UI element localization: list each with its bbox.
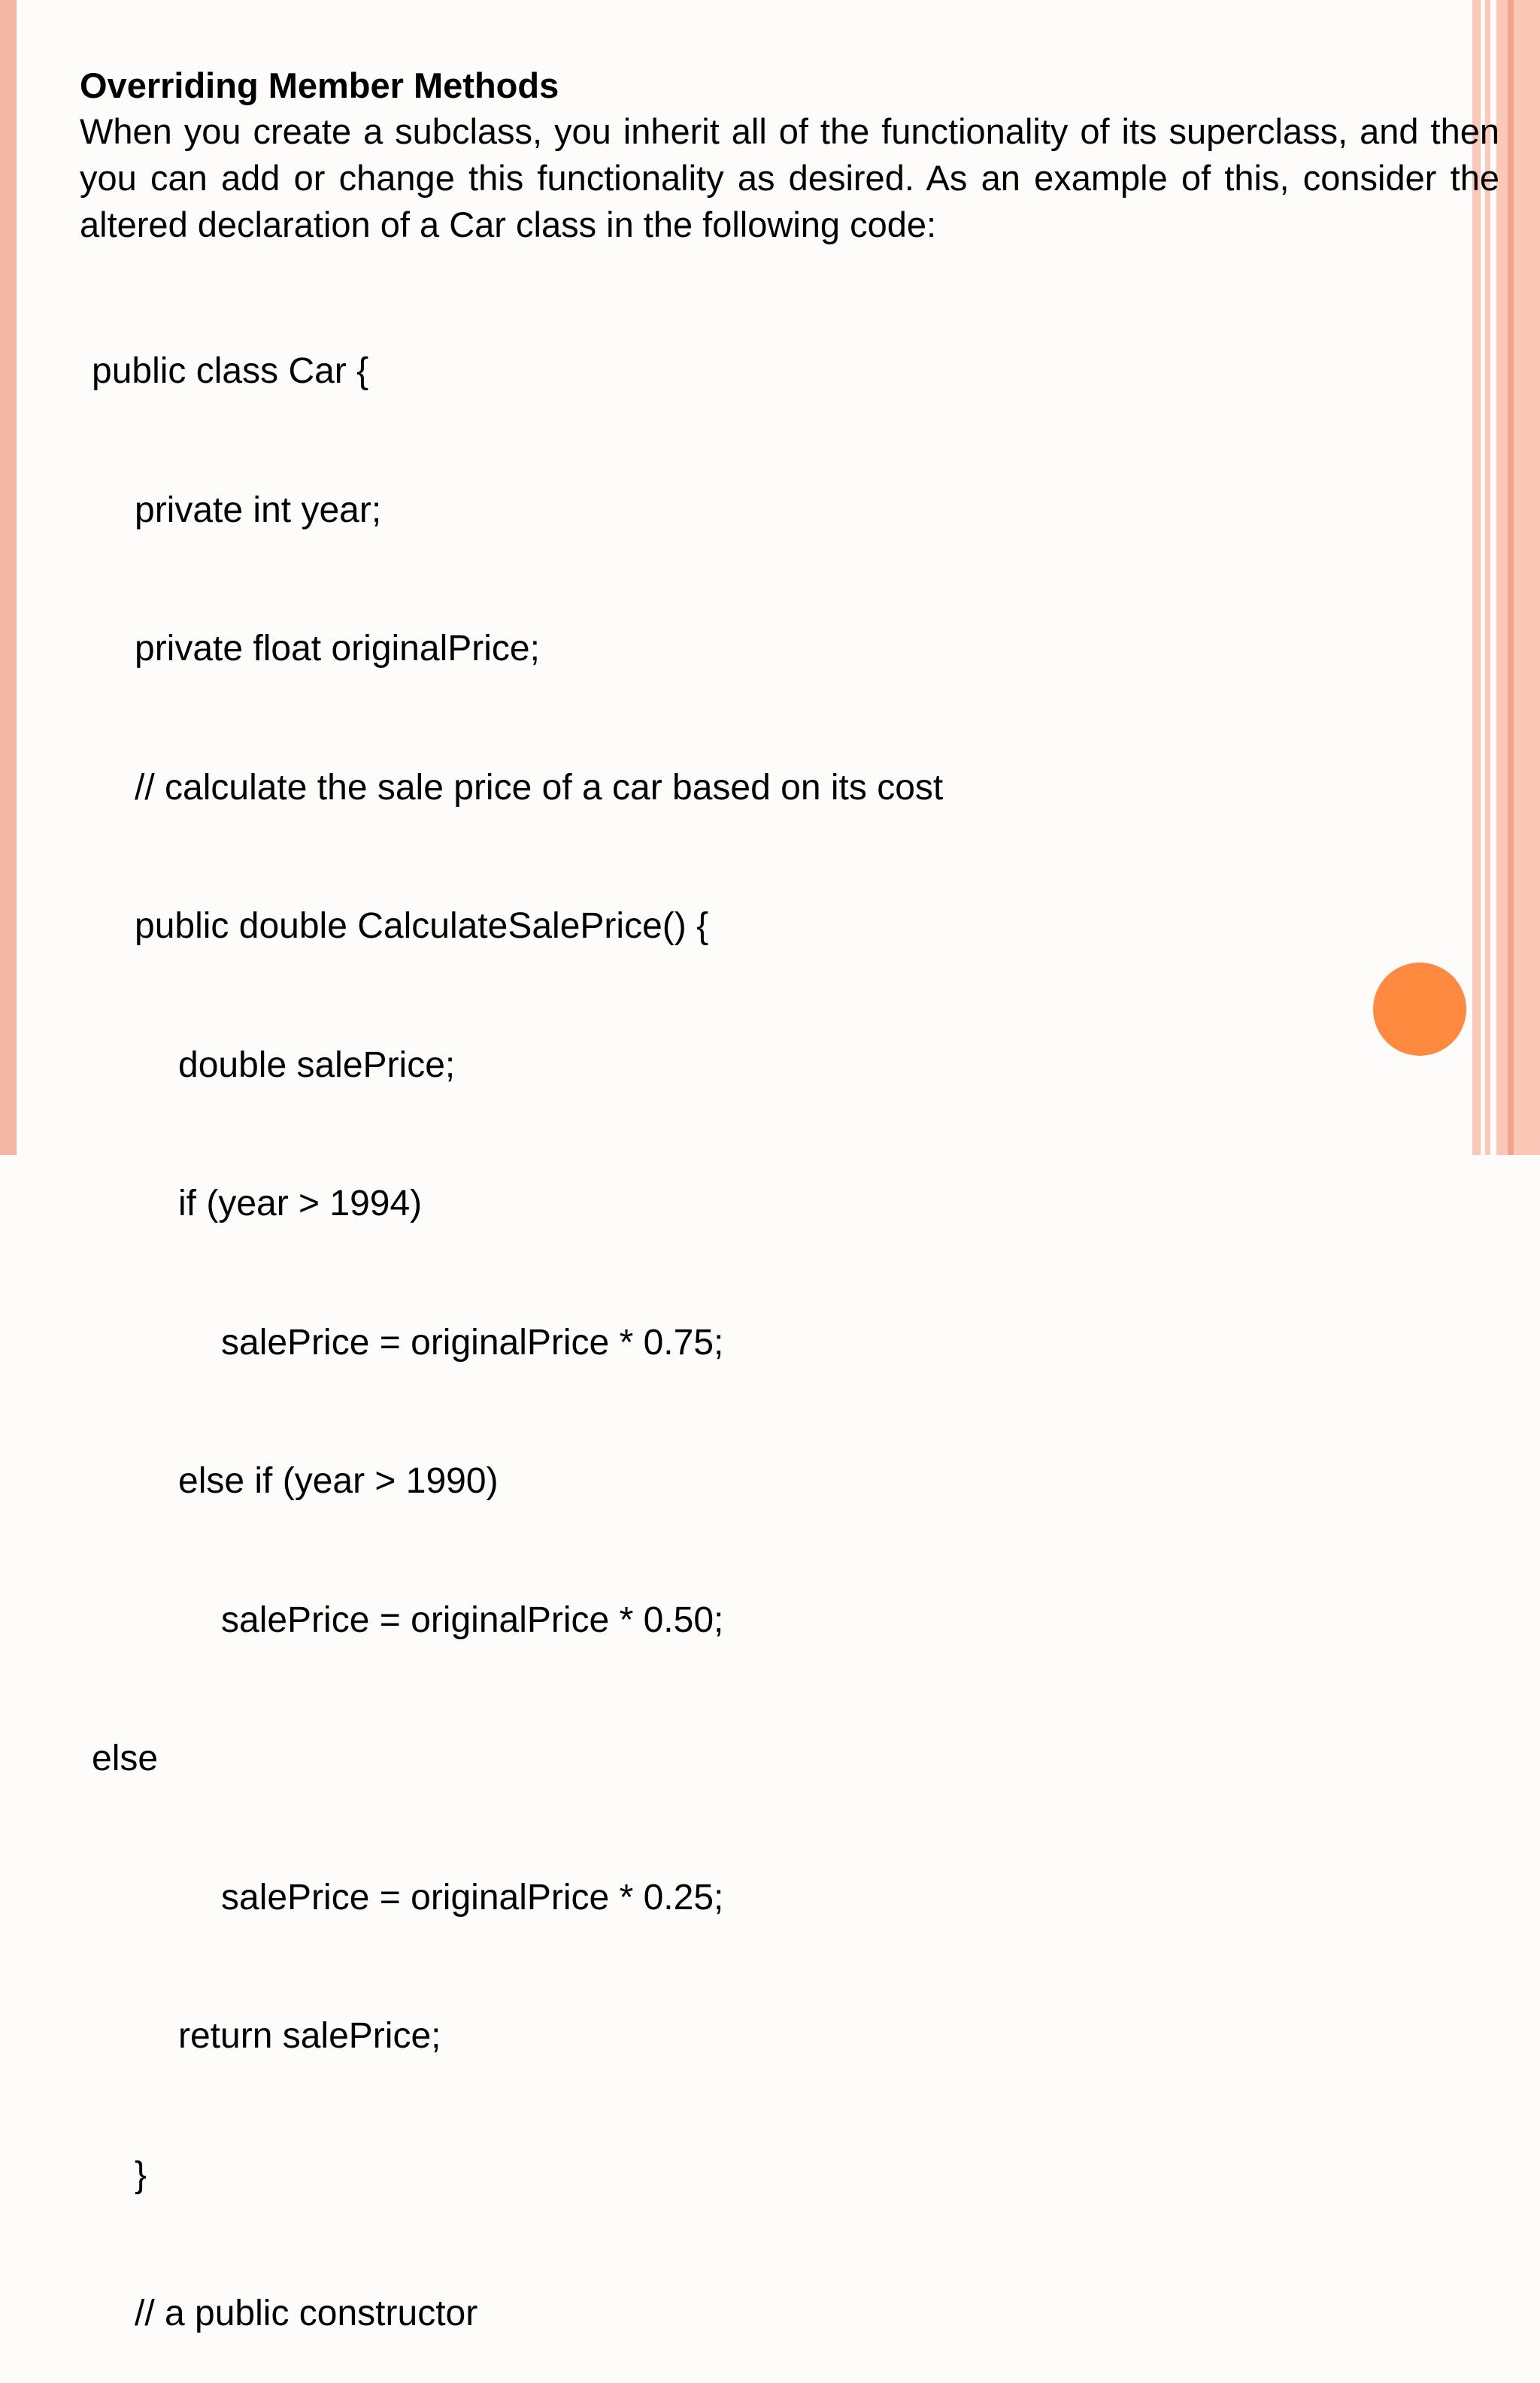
code-line: else [92, 1739, 159, 1778]
code-line: public double CalculateSalePrice() { [135, 906, 709, 946]
right-decorative-border [1508, 0, 1514, 1155]
code-line: return salePrice; [178, 2016, 441, 2056]
decorative-orange-circle [1373, 963, 1466, 1056]
code-line: private int year; [135, 490, 382, 530]
code-line: else if (year > 1990) [178, 1461, 499, 1501]
code-line: private float originalPrice; [135, 629, 540, 669]
code-line: double salePrice; [178, 1044, 456, 1085]
code-comment-line: // calculate the sale price of a car based on its cost [135, 767, 944, 808]
right-decorative-border [1496, 0, 1540, 1155]
slide-heading: Overriding Member Methods [80, 65, 559, 105]
code-line: salePrice = originalPrice * 0.50; [221, 1599, 724, 1640]
left-decorative-stripe [0, 0, 17, 1155]
code-line: salePrice = originalPrice * 0.75; [221, 1322, 724, 1363]
intro-paragraph: When you create a subclass, you inherit all of the functionality of its superclass, and then you can add or change this functionality as desired. As an example of this, consider the altered declaration of a Car class in the following code: [80, 111, 1499, 244]
code-comment-line: // a public constructor [135, 2294, 478, 2333]
code-line: public class Car { [92, 351, 369, 391]
code-block [92, 256, 943, 2383]
code-line: if (year > 1994) [178, 1184, 423, 1223]
code-line: salePrice = originalPrice * 0.25; [221, 1877, 724, 1918]
code-line: } [135, 2154, 147, 2195]
slide-content [80, 63, 1499, 248]
